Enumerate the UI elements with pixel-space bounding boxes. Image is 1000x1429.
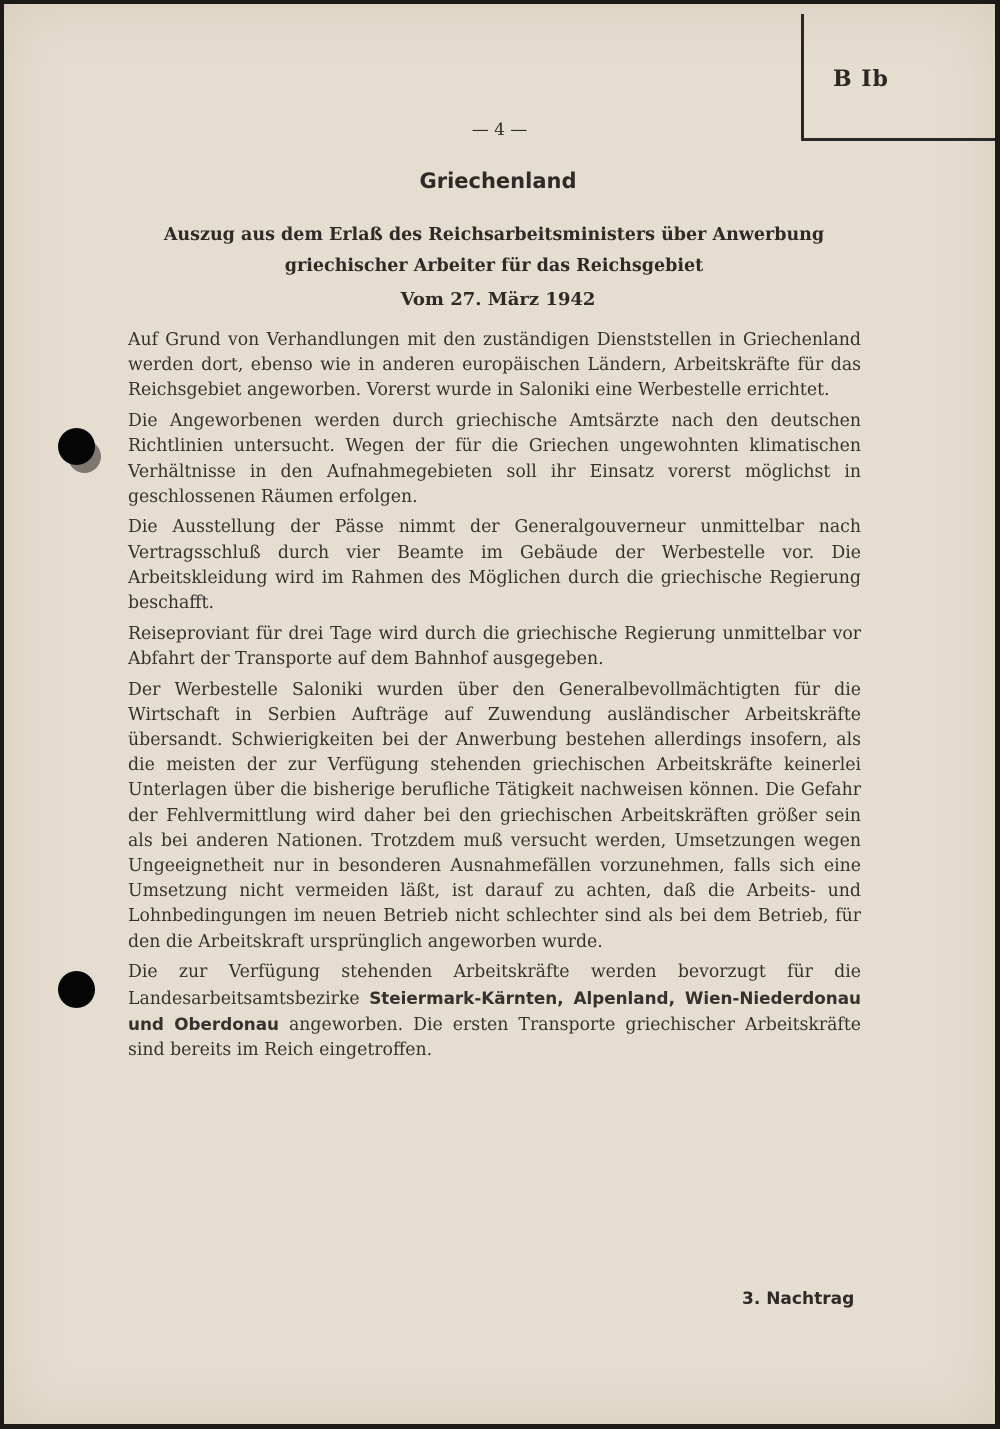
punch-hole (58, 971, 95, 1008)
document-title: Griechenland (419, 169, 577, 193)
paragraph: Die Angeworbenen werden durch griechische Amtsärzte nach den deutschen Richtlinien untersucht. Wegen der für die Griechen ungewohnten klimatischen Verhältnisse in den Aufnahmegebieten soll ihr Einsatz vorerst möglichst in geschlossenen Räumen erfolgen. (128, 411, 861, 507)
page-number: — 4 — (471, 120, 528, 140)
punch-hole (58, 428, 95, 465)
paragraph-intro: Die zur Verfügung stehenden Arbeitskräfte werden bevorzugt für die Landesarbeitsamtsbezirke (128, 962, 861, 1009)
document-body (128, 328, 861, 1069)
paragraph-last (128, 960, 861, 1063)
paragraph-outro: angeworben. Die ersten Transporte griechischer Arbeitskräfte sind bereits im Reich eingetroffen. (128, 1014, 861, 1060)
document-page (4, 4, 995, 1424)
supplement-label: 3. Nachtrag (742, 1289, 855, 1309)
section-code: B Ib (833, 66, 889, 92)
paragraph: Reiseproviant für drei Tage wird durch die griechische Regierung unmittelbar vor Abfahrt der Transporte auf dem Bahnhof ausgegeben. (128, 623, 861, 669)
regions-list: Steiermark-Kärnten, Alpenland, Wien-Niederdonau und Oberdonau (128, 987, 861, 1034)
paragraph: Der Werbestelle Saloniki wurden über den Generalbevollmächtigten für die Wirtschaft in Serbien Aufträge auf Zuwendung ausländischer Arbeitskräfte übersandt. Schwierigkeiten bei der Anwerbung bestehen allerdings insofern, als die meisten der zur Verfügung stehenden griechischen Arbeitskräfte keinerlei Unterlagen über die bisherige berufliche Tätigkeit nachweisen können. Die Gefahr der Fehlvermittlung wird daher bei den griechischen Arbeitskräften größer sein als bei anderen Nationen. Trotzdem muß versucht werden, Umsetzungen wegen Ungeeignetheit nur in besonderen Ausnahmefällen vorzunehmen, falls sich eine Umsetzung nicht vermeiden läßt, ist darauf zu achten, daß die Arbeits- und Lohnbedingungen im neuen Betrieb nicht schlechter sind als bei dem Betrieb, für den die Arbeitskraft ursprünglich angeworben wurde. (128, 679, 861, 952)
paragraph: Die Ausstellung der Pässe nimmt der Generalgouverneur unmittelbar nach Vertragsschluß durch vier Beamte im Gebäude der Werbestelle vor. Die Arbeitskleidung wird im Rahmen des Möglichen durch die griechische Regierung beschafft. (128, 517, 861, 614)
paragraph: Auf Grund von Verhandlungen mit den zuständigen Dienststellen in Griechenland werden dort, ebenso wie in anderen europäischen Ländern, Arbeitskräfte für das Reichsgebiet angeworben. Vorerst wurde in Saloniki eine Werbestelle errichtet. (128, 330, 861, 401)
document-date: Vom 27. März 1942 (400, 289, 596, 310)
document-subtitle: Auszug aus dem Erlaß des Reichsarbeitsministers über Anwerbung griechischer Arbeiter für das Reichsgebiet (163, 225, 825, 276)
